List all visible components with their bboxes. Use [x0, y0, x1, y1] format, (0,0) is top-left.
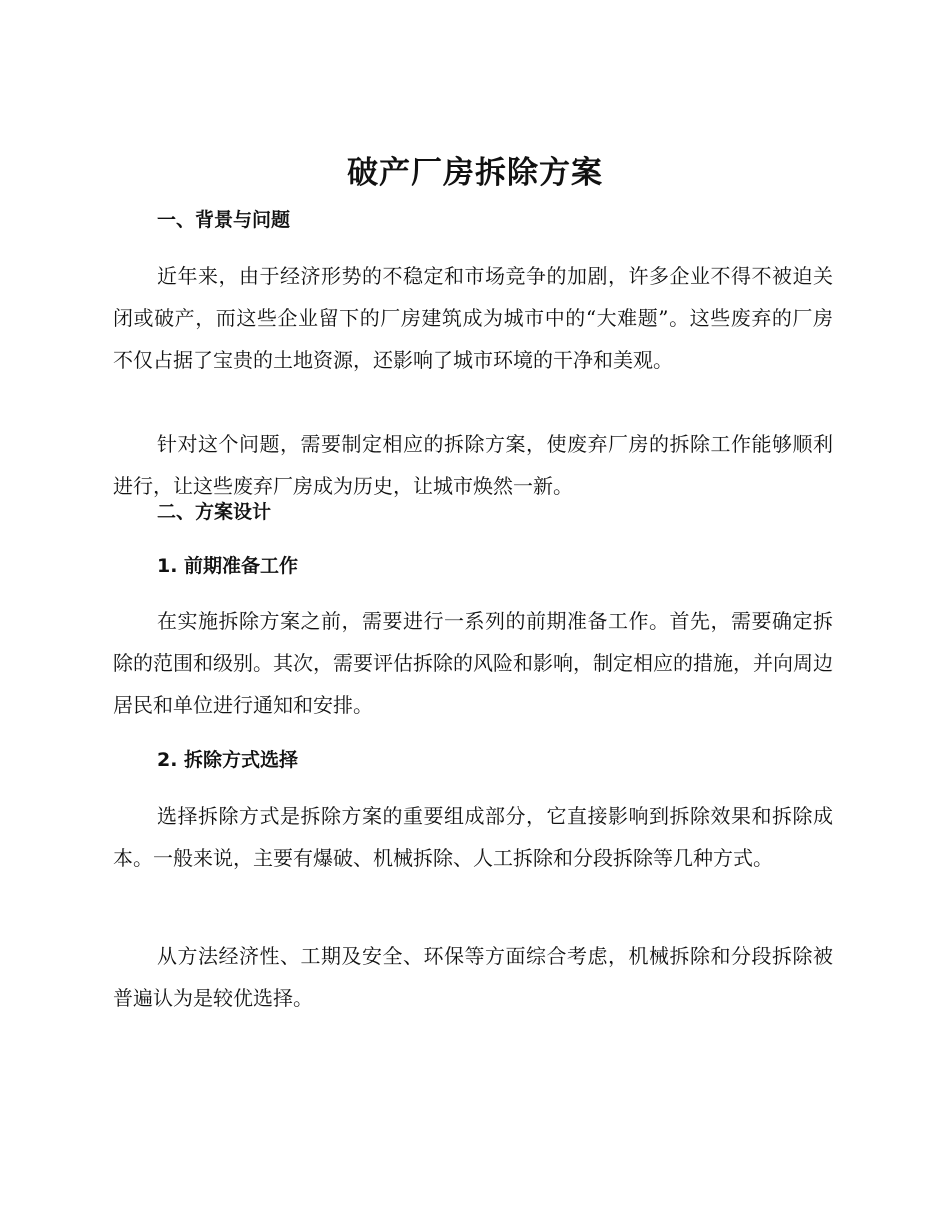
paragraph-method-1: 选择拆除方式是拆除方案的重要组成部分，它直接影响到拆除效果和拆除成本。一般来说，主要有爆破、机械拆除、人工拆除和分段拆除等几种方式。: [113, 804, 833, 870]
paragraph-background-1: 近年来，由于经济形势的不稳定和市场竞争的加剧，许多企业不得不被迫关闭或破产，而这些企业留下的厂房建筑成为城市中的“大难题”。这些废弃的厂房不仅占据了宝贵的土地资源，还影响了城市环境的干净和美观。: [113, 264, 833, 372]
section-heading-background: 一、背景与问题: [157, 209, 291, 231]
page-title: 破产厂房拆除方案: [347, 155, 603, 191]
paragraph-preparation: 在实施拆除方案之前，需要进行一系列的前期准备工作。首先，需要确定拆除的范围和级别。其次，需要评估拆除的风险和影响，制定相应的措施，并向周边居民和单位进行通知和安排。: [113, 609, 833, 717]
paragraph-method-2: 从方法经济性、工期及安全、环保等方面综合考虑，机械拆除和分段拆除被普遍认为是较优选择。: [113, 944, 833, 1010]
subsection-heading-method: 2. 拆除方式选择: [157, 749, 299, 771]
section-heading-design: 二、方案设计: [157, 501, 272, 523]
paragraph-background-2: 针对这个问题，需要制定相应的拆除方案，使废弃厂房的拆除工作能够顺利进行，让这些废弃厂房成为历史，让城市焕然一新。: [113, 432, 833, 498]
subsection-heading-preparation: 1. 前期准备工作: [157, 555, 299, 577]
